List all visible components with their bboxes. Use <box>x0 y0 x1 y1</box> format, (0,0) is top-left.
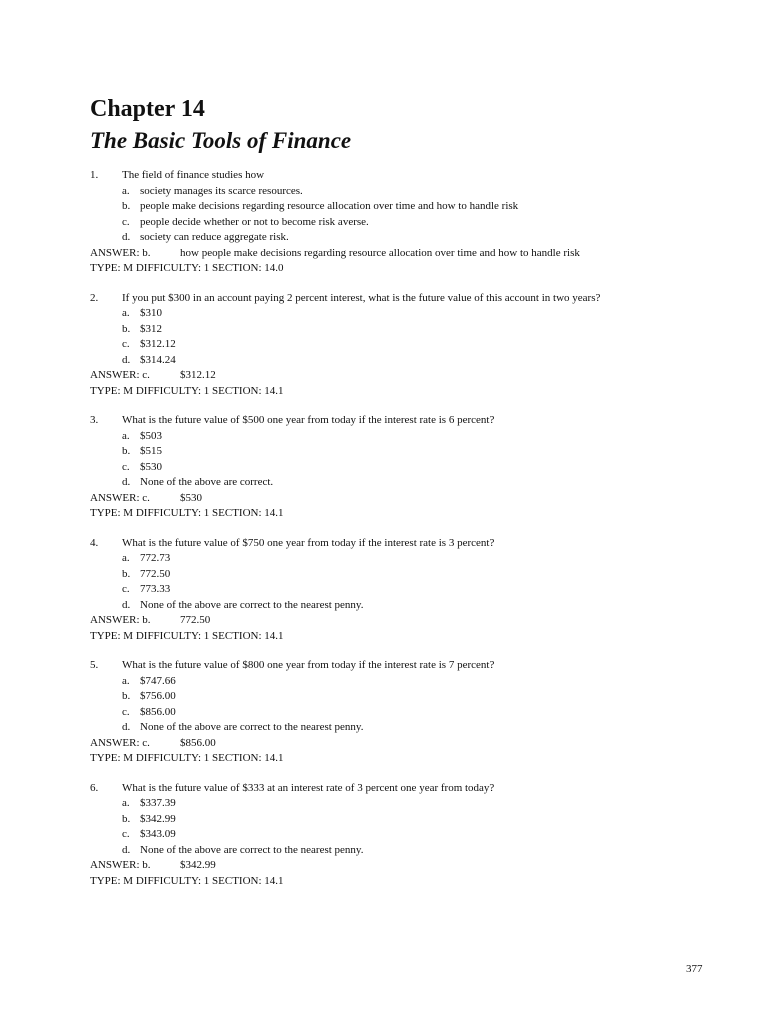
question-meta: TYPE: M DIFFICULTY: 1 SECTION: 14.1 <box>90 384 284 397</box>
option-item <box>90 460 710 476</box>
option-letter: c. <box>122 828 130 840</box>
option-letter: b. <box>122 690 131 702</box>
option-letter: d. <box>122 353 131 366</box>
question-item <box>90 658 710 767</box>
option-text: $314.24 <box>140 353 176 366</box>
chapter-heading: Chapter 14 <box>90 96 205 122</box>
option-letter: c. <box>122 583 130 595</box>
option-text: $856.00 <box>140 705 176 718</box>
option-text: people decide whether or not to become risk averse. <box>140 215 369 228</box>
option-letter: d. <box>122 598 131 611</box>
option-text: $343.09 <box>140 828 176 840</box>
option-letter: a. <box>122 552 130 564</box>
answer-text: $530 <box>180 491 202 504</box>
question-item <box>90 291 710 400</box>
question-number: 6. <box>90 781 99 794</box>
question-text: The field of finance studies how <box>122 169 265 181</box>
option-text: $312.12 <box>140 338 176 350</box>
question-list <box>90 168 710 903</box>
question-number: 1. <box>90 169 99 181</box>
answer-text: 772.50 <box>180 614 211 626</box>
option-letter: a. <box>122 797 130 809</box>
option-item <box>90 843 710 859</box>
option-text: $503 <box>140 429 162 442</box>
answer-label: ANSWER: c. <box>90 491 150 504</box>
question-text: What is the future value of $750 one year from today if the interest rate is 3 percent? <box>122 536 495 549</box>
option-text: None of the above are correct to the nearest penny. <box>140 843 364 856</box>
option-item <box>90 567 710 583</box>
question-item <box>90 781 710 890</box>
option-list <box>90 674 710 736</box>
question-item <box>90 168 710 277</box>
question-item <box>90 413 710 522</box>
option-letter: c. <box>122 338 130 350</box>
option-item <box>90 796 710 812</box>
answer-text: $856.00 <box>180 736 216 749</box>
option-item <box>90 689 710 705</box>
option-letter: c. <box>122 460 130 473</box>
question-text: What is the future value of $333 at an interest rate of 3 percent one year from today? <box>122 781 495 794</box>
answer-label: ANSWER: b. <box>90 614 151 626</box>
answer-text: $312.12 <box>180 369 216 381</box>
option-item <box>90 306 710 322</box>
option-text: $312 <box>140 322 162 335</box>
option-text: $337.39 <box>140 797 176 809</box>
option-item <box>90 598 710 614</box>
option-list <box>90 184 710 246</box>
question-meta: TYPE: M DIFFICULTY: 1 SECTION: 14.1 <box>90 629 284 642</box>
option-letter: b. <box>122 200 131 212</box>
option-item <box>90 674 710 690</box>
option-item <box>90 551 710 567</box>
answer-text: how people make decisions regarding resource allocation over time and how to handle risk <box>180 246 580 259</box>
option-letter: c. <box>122 215 130 228</box>
option-text: $515 <box>140 445 162 457</box>
question-meta: TYPE: M DIFFICULTY: 1 SECTION: 14.1 <box>90 874 284 887</box>
option-item <box>90 812 710 828</box>
option-letter: d. <box>122 843 131 856</box>
option-letter: d. <box>122 231 131 243</box>
option-list <box>90 429 710 491</box>
chapter-title: The Basic Tools of Finance <box>90 128 352 153</box>
answer-label: ANSWER: c. <box>90 736 150 749</box>
option-letter: d. <box>122 476 131 488</box>
option-list <box>90 306 710 368</box>
question-number: 5. <box>90 659 99 671</box>
option-letter: a. <box>122 307 130 319</box>
option-item <box>90 582 710 598</box>
option-text: $530 <box>140 460 162 473</box>
question-item <box>90 536 710 645</box>
option-item <box>90 322 710 338</box>
option-text: $342.99 <box>140 812 176 825</box>
option-list <box>90 551 710 613</box>
option-text: $310 <box>140 307 162 319</box>
option-text: $747.66 <box>140 674 176 687</box>
option-item <box>90 705 710 721</box>
option-letter: a. <box>122 429 130 442</box>
question-number: 3. <box>90 414 99 426</box>
option-text: None of the above are correct to the nearest penny. <box>140 721 364 733</box>
option-letter: a. <box>122 674 130 687</box>
option-text: 773.33 <box>140 583 171 595</box>
option-letter: d. <box>122 721 131 733</box>
option-text: $756.00 <box>140 690 176 702</box>
option-list <box>90 796 710 858</box>
option-text: None of the above are correct to the nearest penny. <box>140 598 364 611</box>
question-text: If you put $300 in an account paying 2 percent interest, what is the future value of this account in two years? <box>122 291 601 304</box>
option-letter: b. <box>122 812 131 825</box>
option-item <box>90 215 710 231</box>
option-text: society manages its scarce resources. <box>140 184 303 197</box>
answer-label: ANSWER: b. <box>90 859 151 871</box>
answer-label: ANSWER: b. <box>90 246 151 259</box>
question-meta: TYPE: M DIFFICULTY: 1 SECTION: 14.1 <box>90 752 284 764</box>
option-item <box>90 429 710 445</box>
option-item <box>90 444 710 460</box>
question-number: 4. <box>90 536 99 549</box>
option-letter: b. <box>122 445 131 457</box>
option-item <box>90 720 710 736</box>
question-number: 2. <box>90 291 99 304</box>
option-text: people make decisions regarding resource allocation over time and how to handle risk <box>140 200 519 212</box>
option-text: 772.73 <box>140 552 171 564</box>
option-text: None of the above are correct. <box>140 476 274 488</box>
option-item <box>90 337 710 353</box>
option-letter: c. <box>122 705 130 718</box>
option-item <box>90 475 710 491</box>
option-item <box>90 184 710 200</box>
option-letter: a. <box>122 184 130 197</box>
option-text: society can reduce aggregate risk. <box>140 231 289 243</box>
option-letter: b. <box>122 567 131 580</box>
option-item <box>90 353 710 369</box>
option-item <box>90 199 710 215</box>
option-item <box>90 230 710 246</box>
answer-text: $342.99 <box>180 859 216 871</box>
option-text: 772.50 <box>140 567 171 580</box>
question-meta: TYPE: M DIFFICULTY: 1 SECTION: 14.0 <box>90 262 284 274</box>
option-item <box>90 827 710 843</box>
option-letter: b. <box>122 322 131 335</box>
question-text: What is the future value of $800 one year from today if the interest rate is 7 percent? <box>122 659 495 671</box>
answer-label: ANSWER: c. <box>90 369 150 381</box>
question-meta: TYPE: M DIFFICULTY: 1 SECTION: 14.1 <box>90 507 284 519</box>
page-number: 377 <box>686 963 703 975</box>
question-text: What is the future value of $500 one year from today if the interest rate is 6 percent? <box>122 414 495 426</box>
